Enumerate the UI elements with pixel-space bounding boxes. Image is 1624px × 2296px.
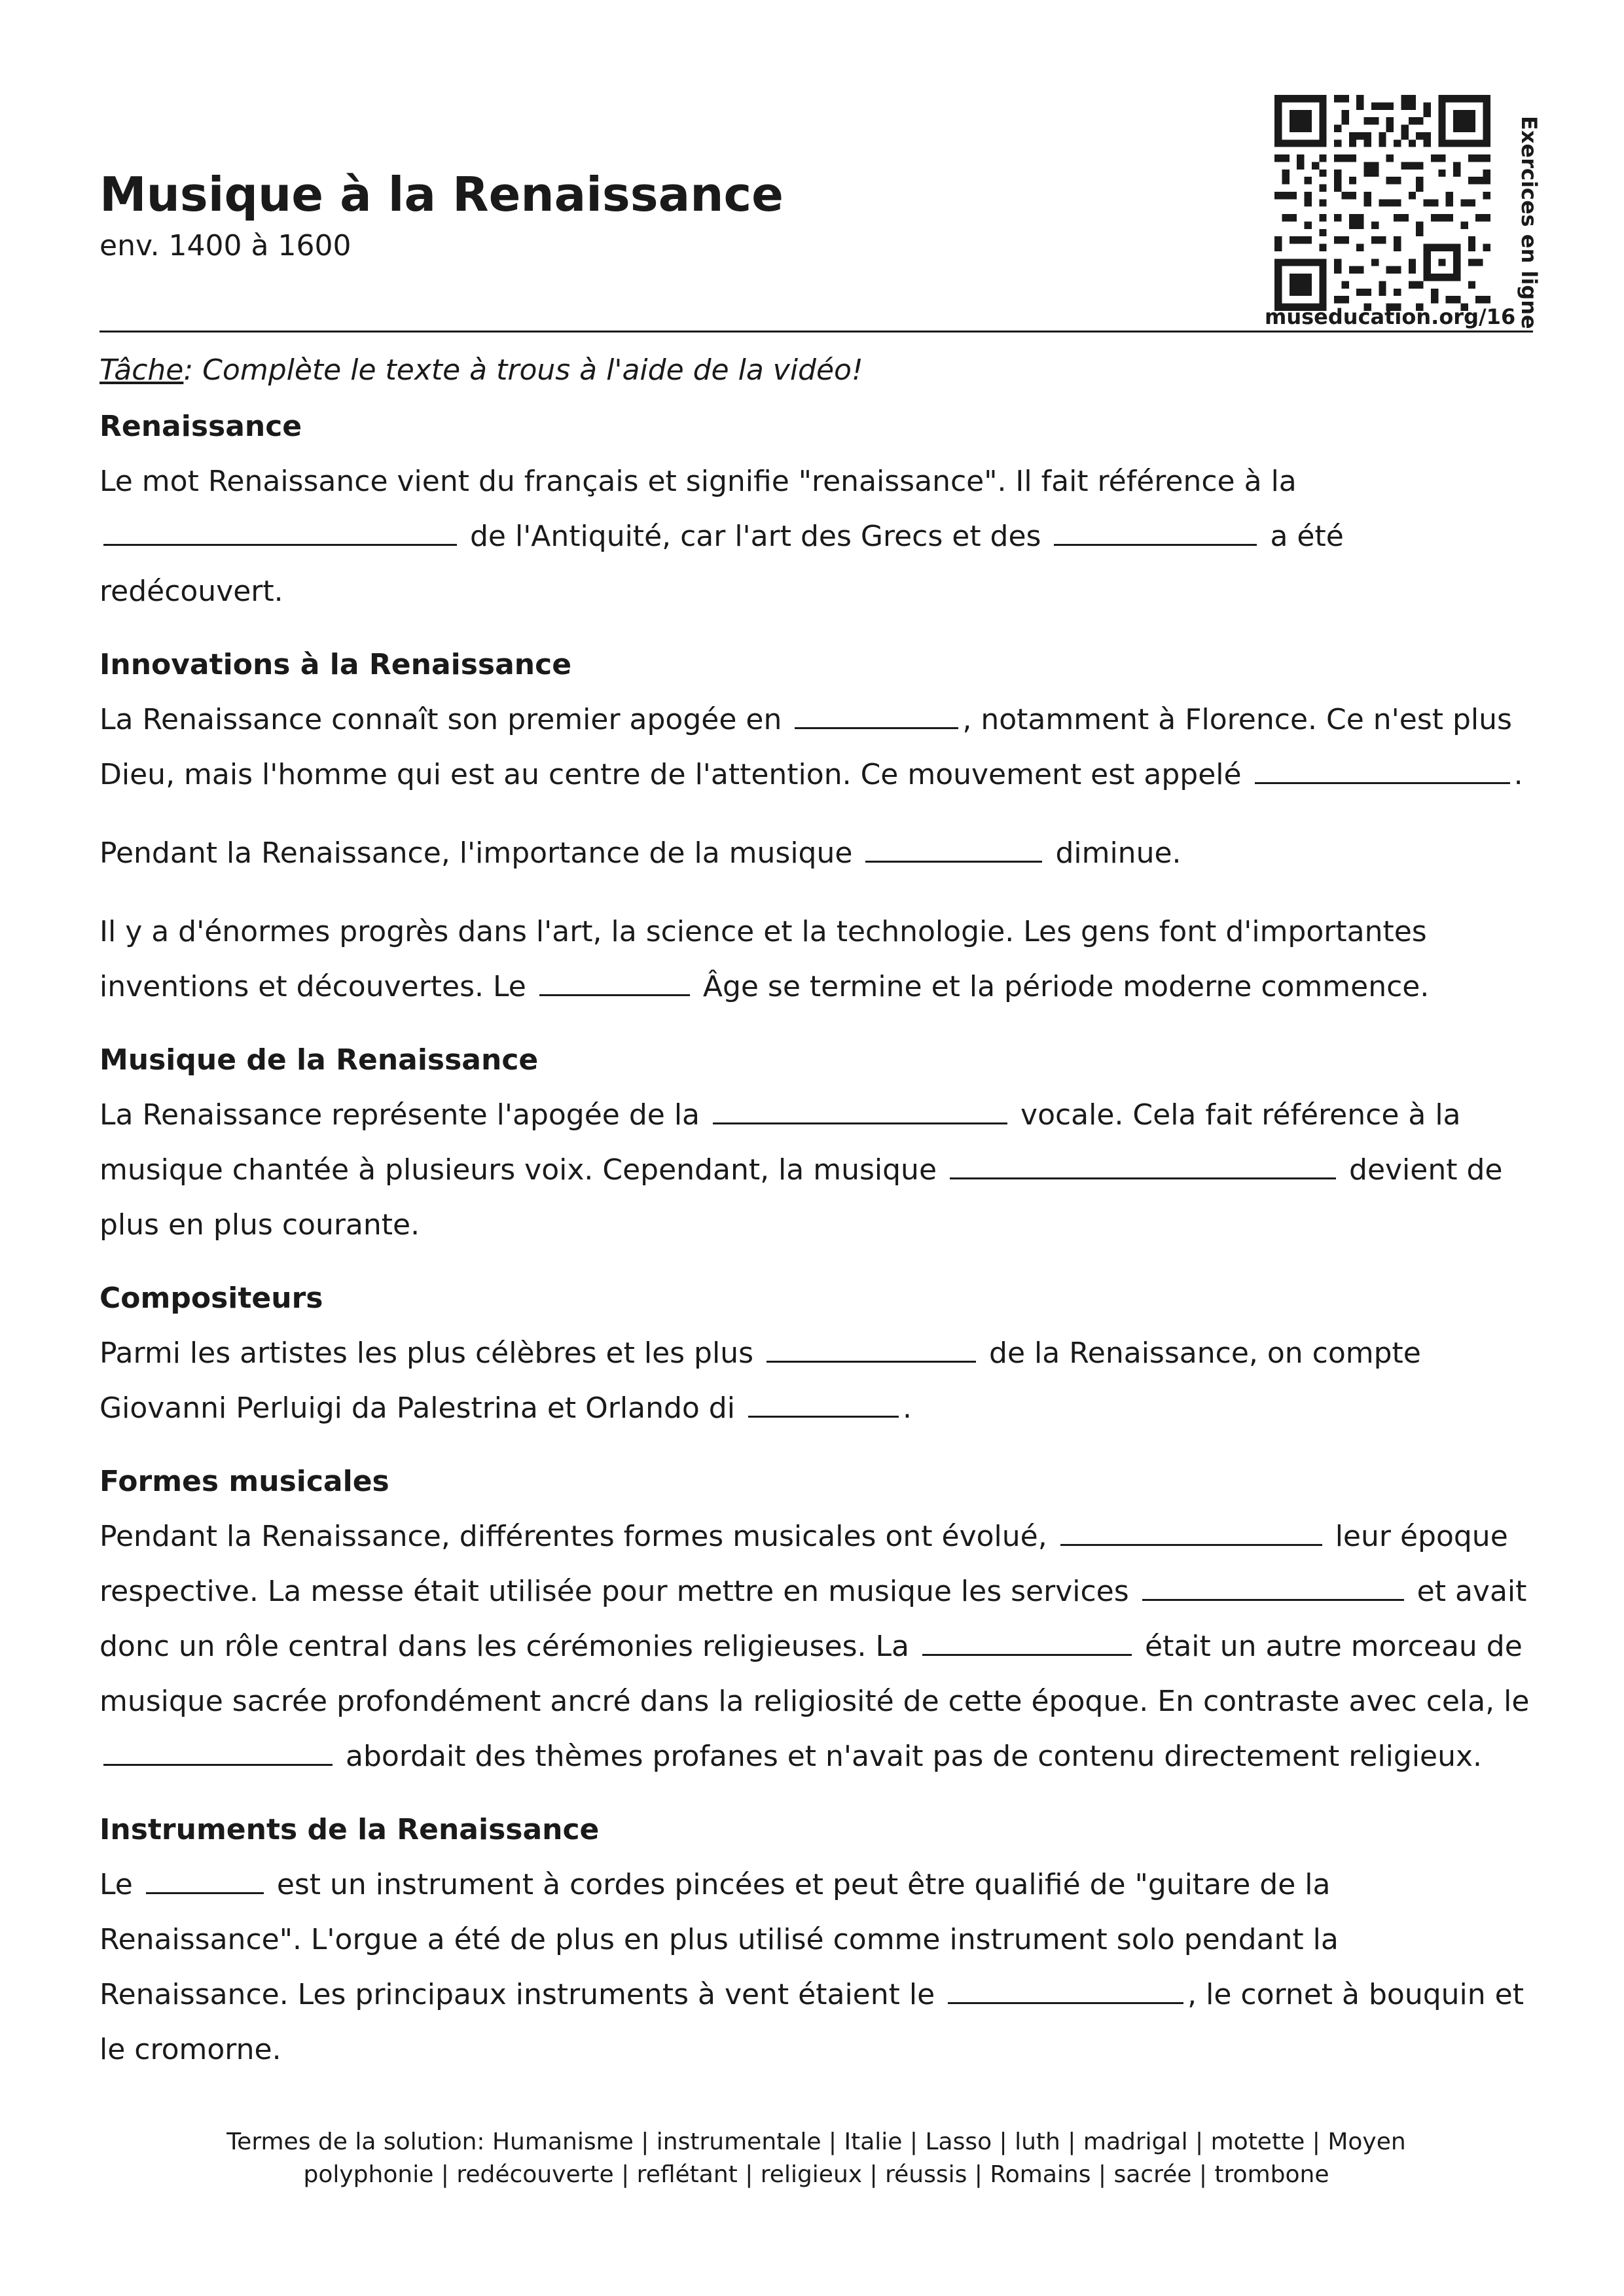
paragraph-innovations-1: La Renaissance connaît son premier apogée en , notamment à Florence. Ce n'est plus Dieu, mais l'homme qui est au centre de l'attention. Ce mouvement est appelé . <box>99 692 1533 802</box>
paragraph-formes: Pendant la Renaissance, différentes formes musicales ont évolué, leur époque respective. La messe était utilisée pour mettre en musique les services et avait donc un rôle central dans les cérémonies religieuses. La était un autre morceau de musique sacrée profondément ancré dans la religiosité de cette époque. En contraste avec cela, le abordait des thèmes profanes et n'avait pas de contenu directement religieux. <box>99 1509 1533 1784</box>
blank-field[interactable] <box>950 1151 1336 1179</box>
section-title-formes: Formes musicales <box>99 1465 389 1498</box>
paragraph-innovations-3: Il y a d'énormes progrès dans l'art, la science et la technologie. Les gens font d'importantes inventions et découvertes. Le Âge se termine et la période moderne commence. <box>99 915 1430 1003</box>
blank-field[interactable] <box>103 518 457 546</box>
footer-line-2: polyphonie | redécouverte | reflétant | religieux | réussis | Romains | sacrée | trombone <box>303 2161 1329 2188</box>
page-title: Musique à la Renaissance <box>99 167 784 222</box>
qr-side-label: Exercices en ligne <box>1517 116 1542 329</box>
page-subtitle: env. 1400 à 1600 <box>99 229 352 262</box>
section-title-compositeurs: Compositeurs <box>99 1282 323 1315</box>
section-title-instruments: Instruments de la Renaissance <box>99 1813 600 1846</box>
paragraph-musique: La Renaissance représente l'apogée de la vocale. Cela fait référence à la musique chantée à plusieurs voix. Cependant, la musique devient de plus en plus courante. <box>99 1088 1533 1253</box>
task-instruction <box>99 353 863 387</box>
blank-field[interactable] <box>539 968 690 996</box>
section-title-renaissance: Renaissance <box>99 410 302 443</box>
paragraph-renaissance: Le mot Renaissance vient du français et signifie "renaissance". Il fait référence à la de l'Antiquité, car l'art des Grecs et des a été redécouvert. <box>99 465 1344 608</box>
blank-field[interactable] <box>865 834 1042 863</box>
section-title-musique: Musique de la Renaissance <box>99 1043 539 1077</box>
blank-field[interactable] <box>922 1628 1132 1656</box>
solution-terms-footer <box>99 2126 1533 2191</box>
blank-field[interactable] <box>767 1335 976 1363</box>
blank-field[interactable] <box>1255 756 1510 784</box>
blank-field[interactable] <box>748 1390 899 1418</box>
blank-field[interactable] <box>103 1738 333 1766</box>
footer-line-1: Termes de la solution: Humanisme | instrumentale | Italie | Lasso | luth | madrigal | motette | Moyen <box>226 2128 1406 2155</box>
blank-field[interactable] <box>795 701 958 729</box>
task-label: Tâche <box>99 353 184 387</box>
blank-field[interactable] <box>146 1866 264 1894</box>
qr-code <box>1274 95 1490 311</box>
qr-url[interactable]: museducation.org/16 <box>1265 304 1516 329</box>
blank-field[interactable] <box>1060 1518 1322 1546</box>
blank-field[interactable] <box>713 1096 1007 1124</box>
header-divider <box>99 331 1533 332</box>
paragraph-innovations-2: Pendant la Renaissance, l'importance de la musique diminue. <box>99 826 1533 881</box>
task-text: : Complète le texte à trous à l'aide de la vidéo! <box>183 353 863 387</box>
paragraph-instruments: Le est un instrument à cordes pincées et peut être qualifié de "guitare de la Renaissance". L'orgue a été de plus en plus utilisé comme instrument solo pendant la Renaissance. Les principaux instruments à vent étaient le , le cornet à bouquin et le cromorne. <box>99 1857 1533 2077</box>
worksheet-content <box>99 399 1533 2077</box>
blank-field[interactable] <box>948 1976 1183 2004</box>
blank-field[interactable] <box>1142 1573 1404 1601</box>
section-title-innovations: Innovations à la Renaissance <box>99 648 572 681</box>
blank-field[interactable] <box>1054 518 1257 546</box>
paragraph-compositeurs: Parmi les artistes les plus célèbres et les plus de la Renaissance, on compte Giovanni Perluigi da Palestrina et Orlando di . <box>99 1326 1533 1436</box>
